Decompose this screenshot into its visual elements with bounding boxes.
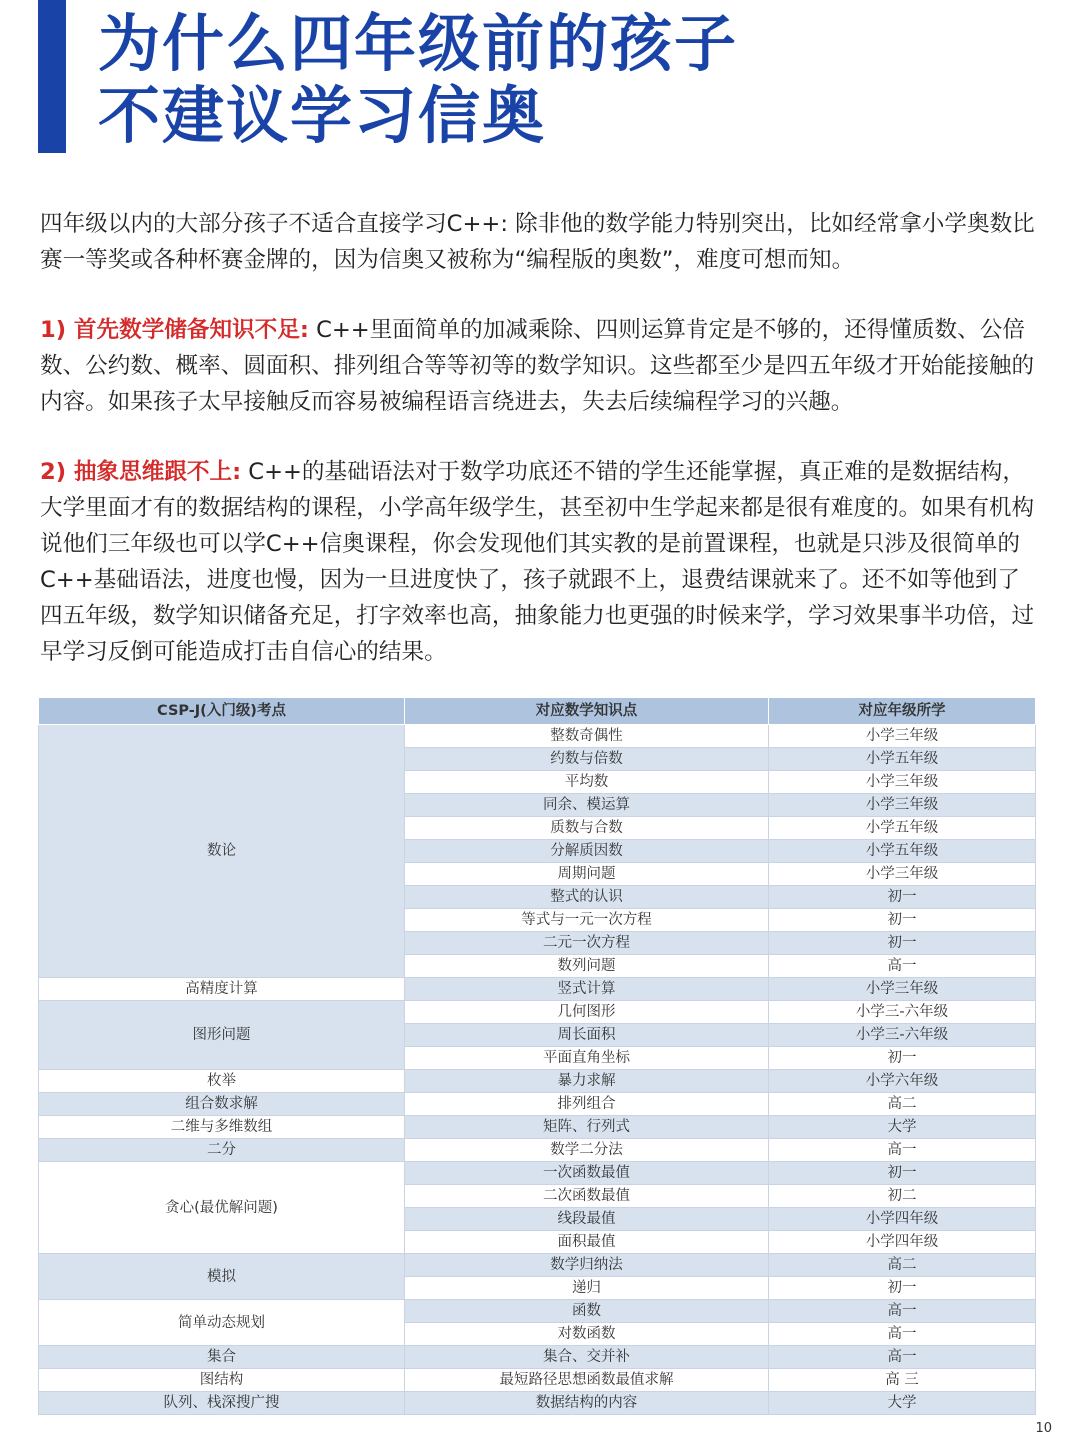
knowledge-cell: 对数函数	[405, 1323, 769, 1346]
header-exam-topic: CSP-J(入门级)考点	[39, 698, 405, 725]
grade-cell: 高一	[769, 955, 1036, 978]
category-cell: 图形问题	[39, 1001, 405, 1070]
table-row	[39, 1001, 1036, 1024]
title-line-2: 不建议学习信奥	[98, 79, 547, 152]
table-row	[39, 978, 1036, 1001]
knowledge-cell: 竖式计算	[405, 978, 769, 1001]
grade-cell: 小学四年级	[769, 1231, 1036, 1254]
grade-cell: 小学五年级	[769, 817, 1036, 840]
table-row	[39, 1392, 1036, 1415]
knowledge-cell: 递归	[405, 1277, 769, 1300]
category-cell: 组合数求解	[39, 1093, 405, 1116]
knowledge-cell: 一次函数最值	[405, 1162, 769, 1185]
table-row	[39, 1346, 1036, 1369]
point-1-text: C++里面简单的加减乘除、四则运算肯定是不够的，还得懂质数、公倍数、公约数、概率、圆面积、排列组合等等初等的数学知识。这些都至少是四五年级才开始能接触的内容。如果孩子太早接触反而容易被编程语言绕进去，失去后续编程学习的兴趣。	[40, 317, 1035, 415]
knowledge-cell: 周长面积	[405, 1024, 769, 1047]
grade-cell: 高一	[769, 1300, 1036, 1323]
knowledge-cell: 周期问题	[405, 863, 769, 886]
header-grade: 对应年级所学	[769, 698, 1036, 725]
knowledge-cell: 几何图形	[405, 1001, 769, 1024]
knowledge-cell: 平面直角坐标	[405, 1047, 769, 1070]
table-row	[39, 1139, 1036, 1162]
point-2-heading: 2) 抽象思维跟不上:	[40, 459, 242, 485]
page-title	[98, 8, 738, 152]
knowledge-cell: 整式的认识	[405, 886, 769, 909]
grade-cell: 高二	[769, 1254, 1036, 1277]
knowledge-cell: 约数与倍数	[405, 748, 769, 771]
knowledge-cell: 分解质因数	[405, 840, 769, 863]
category-cell: 数论	[39, 725, 405, 978]
category-cell: 模拟	[39, 1254, 405, 1300]
point-2-paragraph	[40, 454, 1040, 670]
grade-cell: 初一	[769, 1162, 1036, 1185]
grade-cell: 小学三年级	[769, 978, 1036, 1001]
csp-j-knowledge-table	[38, 697, 1036, 1415]
knowledge-cell: 面积最值	[405, 1231, 769, 1254]
category-cell: 枚举	[39, 1070, 405, 1093]
knowledge-cell: 暴力求解	[405, 1070, 769, 1093]
grade-cell: 高一	[769, 1346, 1036, 1369]
table-row	[39, 1070, 1036, 1093]
header-math-knowledge: 对应数学知识点	[405, 698, 769, 725]
body-text	[40, 206, 1040, 704]
grade-cell: 大学	[769, 1116, 1036, 1139]
title-line-1: 为什么四年级前的孩子	[98, 7, 739, 80]
knowledge-cell: 数学归纳法	[405, 1254, 769, 1277]
point-2-text: C++的基础语法对于数学功底还不错的学生还能掌握，真正难的是数据结构，大学里面才有的数据结构的课程，小学高年级学生，甚至初中生学起来都是很有难度的。如果有机构说他们三年级也可以学C++信奥课程，你会发现他们其实教的是前置课程，也就是只涉及很简单的C++基础语法，进度也慢，因为一旦进度快了，孩子就跟不上，退费结课就来了。还不如等他到了四五年级，数学知识储备充足，打字效率也高，抽象能力也更强的时候来学，学习效果事半功倍，过早学习反倒可能造成打击自信心的结果。	[40, 459, 1035, 665]
knowledge-cell: 线段最值	[405, 1208, 769, 1231]
grade-cell: 小学三年级	[769, 725, 1036, 748]
category-cell: 贪心(最优解问题)	[39, 1162, 405, 1254]
grade-cell: 高二	[769, 1093, 1036, 1116]
category-cell: 队列、栈深搜广搜	[39, 1392, 405, 1415]
knowledge-cell: 数学二分法	[405, 1139, 769, 1162]
grade-cell: 初一	[769, 1277, 1036, 1300]
grade-cell: 初一	[769, 932, 1036, 955]
intro-paragraph: 四年级以内的大部分孩子不适合直接学习C++: 除非他的数学能力特别突出，比如经常拿小学奥数比赛一等奖或各种杯赛金牌的，因为信奥又被称为“编程版的奥数”，难度可想而知。	[40, 211, 1035, 273]
grade-cell: 小学四年级	[769, 1208, 1036, 1231]
grade-cell: 小学三年级	[769, 794, 1036, 817]
table-row	[39, 1093, 1036, 1116]
category-cell: 集合	[39, 1346, 405, 1369]
knowledge-cell: 二次函数最值	[405, 1185, 769, 1208]
knowledge-cell: 最短路径思想函数最值求解	[405, 1369, 769, 1392]
table-row	[39, 1162, 1036, 1185]
knowledge-cell: 数据结构的内容	[405, 1392, 769, 1415]
table-row	[39, 1300, 1036, 1323]
grade-cell: 小学三年级	[769, 771, 1036, 794]
point-1-heading: 1) 首先数学储备知识不足:	[40, 317, 309, 343]
table-header-row	[39, 698, 1036, 725]
knowledge-cell: 整数奇偶性	[405, 725, 769, 748]
category-cell: 高精度计算	[39, 978, 405, 1001]
knowledge-cell: 平均数	[405, 771, 769, 794]
point-1-paragraph	[40, 312, 1040, 420]
knowledge-cell: 质数与合数	[405, 817, 769, 840]
knowledge-cell: 数列问题	[405, 955, 769, 978]
grade-cell: 初一	[769, 909, 1036, 932]
knowledge-cell: 矩阵、行列式	[405, 1116, 769, 1139]
grade-cell: 高 三	[769, 1369, 1036, 1392]
grade-cell: 初二	[769, 1185, 1036, 1208]
knowledge-cell: 函数	[405, 1300, 769, 1323]
grade-cell: 高一	[769, 1323, 1036, 1346]
grade-cell: 小学三-六年级	[769, 1001, 1036, 1024]
grade-cell: 小学三年级	[769, 863, 1036, 886]
grade-cell: 小学五年级	[769, 840, 1036, 863]
knowledge-cell: 二元一次方程	[405, 932, 769, 955]
grade-cell: 大学	[769, 1392, 1036, 1415]
knowledge-cell: 排列组合	[405, 1093, 769, 1116]
grade-cell: 小学五年级	[769, 748, 1036, 771]
category-cell: 二分	[39, 1139, 405, 1162]
page-number: 10	[1035, 1421, 1052, 1436]
category-cell: 图结构	[39, 1369, 405, 1392]
grade-cell: 高一	[769, 1139, 1036, 1162]
grade-cell: 小学三-六年级	[769, 1024, 1036, 1047]
grade-cell: 小学六年级	[769, 1070, 1036, 1093]
title-accent-bar	[38, 0, 66, 153]
table-row	[39, 1254, 1036, 1277]
category-cell: 二维与多维数组	[39, 1116, 405, 1139]
category-cell: 简单动态规划	[39, 1300, 405, 1346]
table-row	[39, 725, 1036, 748]
knowledge-cell: 集合、交并补	[405, 1346, 769, 1369]
knowledge-cell: 同余、模运算	[405, 794, 769, 817]
grade-cell: 初一	[769, 1047, 1036, 1070]
table-row	[39, 1369, 1036, 1392]
knowledge-cell: 等式与一元一次方程	[405, 909, 769, 932]
grade-cell: 初一	[769, 886, 1036, 909]
table-row	[39, 1116, 1036, 1139]
